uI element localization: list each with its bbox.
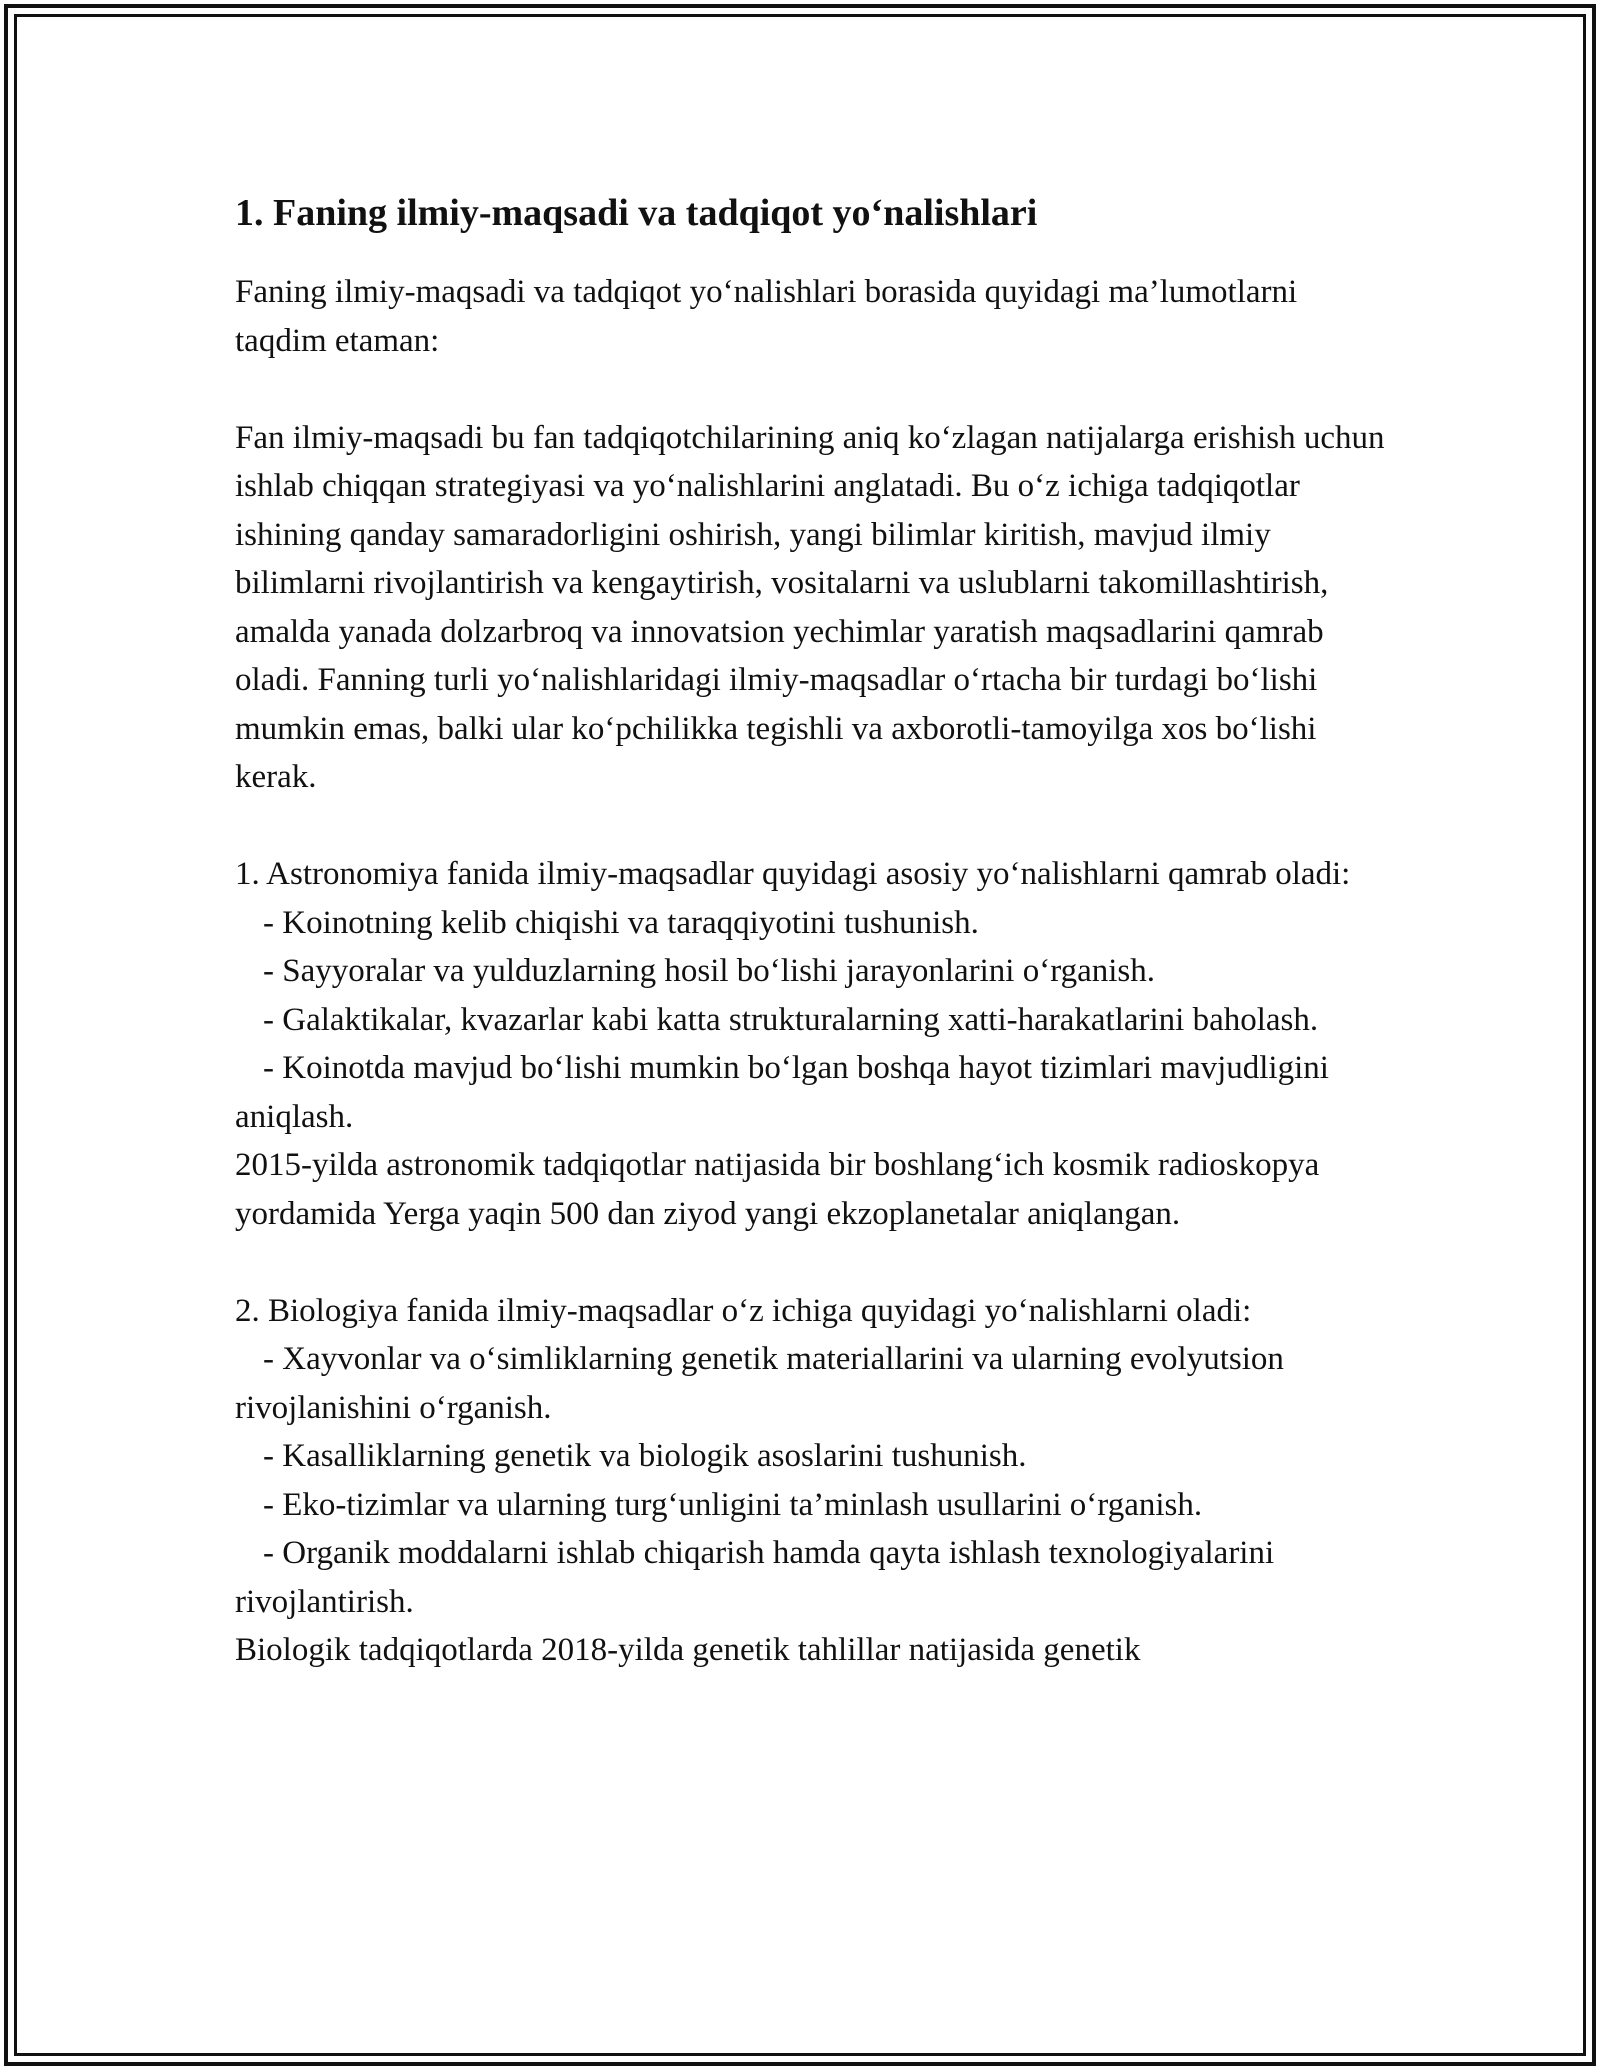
biology-section [235, 1287, 1395, 1675]
section-heading: 1. Faning ilmiy-maqsadi va tadqiqot yo‘nalishlari [235, 192, 1038, 234]
biology-bullet: - Eko-tizimlar va ularning turg‘unligini ta’minlash usullarini o‘rganish. [263, 1486, 1203, 1523]
astronomy-note: 2015-yilda astronomik tadqiqotlar natijasida bir boshlang‘ich kosmik radioskopya yordamida Yerga yaqin 500 dan ziyod yangi ekzoplanetalar aniqlangan. [235, 1147, 1320, 1232]
astronomy-lead: 1. Astronomiya fanida ilmiy-maqsadlar quyidagi asosiy yo‘nalishlarni qamrab oladi: [235, 856, 1351, 892]
biology-note: Biologik tadqiqotlarda 2018-yilda genetik tahlillar natijasida genetik [235, 1632, 1141, 1668]
biology-bullet-text: - Organik moddalarni ishlab chiqarish hamda qayta ishlash texnologiyalarini rivojlantirish. [235, 1535, 1275, 1620]
document-body [235, 188, 1395, 1675]
biology-lead: 2. Biologiya fanida ilmiy-maqsadlar o‘z ichiga quyidagi yo‘nalishlarni oladi: [235, 1292, 1252, 1329]
biology-bullet [235, 1529, 1395, 1626]
astronomy-bullet: - Sayyoralar va yulduzlarning hosil bo‘lishi jarayonlarini o‘rganish. [263, 953, 1156, 989]
blank-line [235, 365, 1395, 414]
biology-bullet-text: - Xayvonlar va o‘simliklarning genetik materiallarini va ularning evolyutsion rivojlanishini o‘rganish. [235, 1341, 1284, 1426]
biology-bullet: - Kasalliklarning genetik va biologik asoslarini tushunish. [263, 1438, 1027, 1474]
astronomy-bullet: - Koinotning kelib chiqishi va taraqqiyotini tushunish. [263, 904, 979, 941]
astronomy-bullet [235, 996, 1395, 1045]
astronomy-bullet [235, 1044, 1395, 1141]
intro-paragraph: Faning ilmiy-maqsadi va tadqiqot yo‘nalishlari borasida quyidagi ma’lumotlarni taqdim etaman: [235, 274, 1298, 359]
astronomy-bullet-text: - Galaktikalar, kvazarlar kabi katta strukturalarning xatti-harakatlarini baholash. [263, 1001, 1319, 1038]
blank-line [235, 1238, 1395, 1287]
blank-line [235, 802, 1395, 851]
astronomy-bullet-text: - Koinotda mavjud bo‘lishi mumkin bo‘lgan boshqa hayot tizimlari mavjudligini aniqlash. [235, 1050, 1329, 1135]
biology-bullet [235, 1335, 1395, 1432]
main-paragraph: Fan ilmiy-maqsadi bu fan tadqiqotchilarining aniq ko‘zlagan natijalarga erishish uchun ishlab chiqqan strategiyasi va yo‘nalishlarini anglatadi. Bu o‘z ichiga tadqiqotlar ishining qanday samaradorligini oshirish, yangi bilimlar kiritish, mavjud ilmiy bilimlarni rivojlantirish va kengaytirish, vositalarni va uslublarni takomillashtirish, amalda yanada dolzarbroq va innovatsion yechimlar yaratish maqsadlarini qamrab oladi. Fanning turli yo‘nalishlaridagi ilmiy-maqsadlar o‘rtacha bir turdagi bo‘lishi mumkin emas, balki ular ko‘pchilikka tegishli va axborotli-tamoyilga xos bo‘lishi kerak. [235, 419, 1385, 795]
astronomy-section [235, 850, 1395, 1238]
